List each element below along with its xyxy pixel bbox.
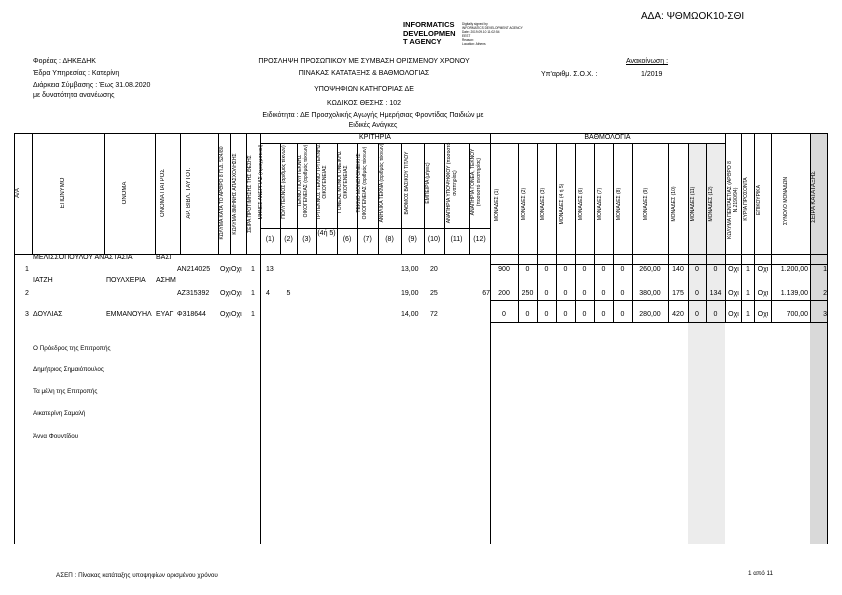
row-kritirio: 4 [266,290,270,297]
row-vathmos: 0 [713,266,718,273]
row-vathmos: 175 [672,290,684,297]
col-v7: ΜΟΝΑΔΕΣ (8) [616,187,622,221]
diarkeia: Διάρκεια Σύμβασης : Έως 31.08.2020 [33,82,151,89]
row-kol-a: Οχι [220,290,231,297]
row-katataxi: 2 [823,290,827,297]
col-k3: ΤΕΚΝΟ ΠΟΛΥΤΕΚΝΗΣ ΟΙΚΟΓΕΝΕΙΑΣ (αριθμός τέκνων) [297,144,309,218]
row-kol-b: Οχι [231,290,242,297]
sox-label: Υπ'αριθμ. Σ.Ο.Χ. : [541,71,598,78]
row-vathmos: 0 [601,290,606,297]
row-vathmos: 0 [582,290,587,297]
col-eponymo: ΕΠΩΝΥΜΟ [60,177,66,209]
row-vathmos: 260,00 [639,266,661,273]
row-katataxi: 3 [823,311,827,318]
logo-fine-print: Digitally signed by [462,22,488,26]
row-kritirio: 14,00 [401,311,419,318]
row-kol-a: Οχι [220,266,231,273]
row-patros: ΕΥΑΓ [156,311,174,318]
num-10: (10) [427,236,441,243]
row-synolo: 700,00 [786,311,808,318]
row-kolyma: Οχι [728,290,739,297]
logo-line: T AGENCY [403,37,442,46]
col-k8: ΒΑΘΜΟΣ ΒΑΣΙΚΟΥ ΤΙΤΛΟΥ [404,151,410,215]
foreas: Φορέας : ΔΗΚΕΔΗΚ [33,58,96,65]
col-v4: ΜΟΝΑΔΕΣ (4 ή 5) [559,183,565,225]
title-line-6: Ειδικές Ανάγκες [348,122,398,129]
row-vathmos: 0 [620,290,625,297]
row-am: 3 [25,311,29,318]
logo-line: DEVELOPMEN [403,28,456,38]
col-k9: ΕΜΠΕΙΡΙΑ (μήνες) [425,162,431,204]
logo-fine-print: Date: 2019.09.10 11:02:54 [462,30,500,34]
dynatotita: με δυνατότητα ανανέωσης [33,92,115,99]
col-kyria: ΚΥΡΙΑ ΠΡΟΣΟΝΤΑ [743,177,749,221]
footer-page: 1 από 11 [748,570,774,577]
row-vathmos: 134 [709,290,722,297]
num-3: (3) [302,236,311,243]
row-vathmos: 420 [672,311,684,318]
logo-fine-print: Location: Athens [462,42,486,46]
col-seira: ΣΕΙΡΑ ΠΡΟΤΙΜΗΣΗΣ ΤΗΣ ΘΕΣΗΣ [247,155,253,233]
num-6: (6) [342,236,352,243]
row-vathmos: 0 [563,311,568,318]
row-vathmos: 0 [713,311,718,318]
row-onoma: ΕΜΜΑΝΟΥΗΛ [106,311,152,318]
row-kyria: 1 [746,290,750,297]
row-vathmos: 0 [620,311,625,318]
logo-fine-print: EEST [462,34,471,38]
col-seira-katataxis: ΣΕΙΡΑ ΚΑΤΑΤΑΞΗΣ [811,171,817,223]
committee-member-1: Αικατερίνη Σαμαλή [33,410,86,417]
col-k5: ΓΟΝΕΑΣ ΜΟΝΟΓΟΝΕΪΚΗΣ ΟΙΚΟΓΕΝΕΙΑΣ [337,151,349,213]
row-am: 2 [25,290,29,297]
num-7: (7) [363,236,372,243]
logo-fine-print: Reason: [462,38,474,42]
col-v1: ΜΟΝΑΔΕΣ (1) [494,188,500,222]
col-synolo: ΣΥΝΟΛΟ ΜΟΝΑΔΩΝ [783,176,789,226]
row-vathmos: 380,00 [639,290,661,297]
row-kyria: 1 [746,311,750,318]
col-k11: ΑΝΑΠΗΡΙΑ ΓΟΝΕΑ, ΤΕΚΝΟΥ (ποσοστό αναπηρίας) [470,148,482,216]
committee-president-title: Ο Πρόεδρος της Επιτροπής [33,345,111,352]
row-tautotita: Φ318644 [177,311,206,318]
row-onoma: ΠΟΥΛΧΕΡΙΑ [106,277,146,284]
row-eponymo: ΙΑΤΖΗ [33,277,53,284]
row-vathmos: 200 [498,290,510,297]
row-vathmos: 900 [498,266,510,273]
row-vathmos: 0 [620,266,625,273]
col-am: Α/Α [15,188,21,198]
committee-president-name: Δημήτριος Σημαιόπουλος [33,366,104,373]
col-k10: ΑΝΑΠΗΡΙΑ ΥΠΟΨΗΦΙΟΥ (ποσοστό αναπηρίας) [446,142,458,224]
row-vathmos: 0 [563,266,568,273]
col-v11: ΜΟΝΑΔΕΣ (12) [708,186,714,222]
col-k2: ΠΟΛΥΤΕΚΝΟΣ (αριθμός τέκνων) [281,145,287,219]
col-k1: ΜΗΝΕΣ ΑΝΕΡΓΙΑΣ (πραγματικοί) [258,144,264,220]
row-kolyma: Οχι [728,311,739,318]
num-8: (8) [385,236,394,243]
committee-member-2: Άννα Φουντίδου [33,433,79,440]
row-kol-a: Οχι [220,311,231,318]
col-v5: ΜΟΝΑΔΕΣ (6) [578,187,584,221]
footer-left: ΑΣΕΠ : Πίνακας κατάταξης υποψηφίων ορισμένου χρόνου [56,572,218,579]
row-vathmos: 0 [601,311,606,318]
row-eponymo: ΜΕΛΙΣΣΟΠΟΥΛΟΥ ΑΝΑΣΤΑΣΙΑ [33,254,133,261]
row-tautotita: ΑΖ315392 [177,290,210,297]
row-am: 1 [25,266,29,273]
col-v10: ΜΟΝΑΔΕΣ (11) [690,186,696,222]
row-katataxi: 1 [823,266,827,273]
row-synolo: 1.200,00 [780,266,808,273]
row-seira: 1 [251,290,255,297]
ada-code: ΑΔΑ: ΨΘΜΩΟΚ10-ΣΘΙ [641,11,745,22]
group-kritiria: ΚΡΙΤΗΡΙΑ [359,134,391,141]
col-v6: ΜΟΝΑΔΕΣ (7) [597,187,603,221]
row-kritirio: 19,00 [401,290,419,297]
title-line-2: ΠΙΝΑΚΑΣ ΚΑΤΑΤΑΞΗΣ & ΒΑΘΜΟΛΟΓΙΑΣ [298,70,430,77]
row-seira: 1 [251,311,255,318]
row-vathmos: 0 [544,290,549,297]
num-11: (11) [450,236,463,243]
row-kritirio: 20 [430,266,438,273]
row-vathmos: 0 [695,311,699,318]
row-vathmos: 0 [502,311,506,318]
col-kol-a: ΚΩΛΥΜΑ ΚΑΤΑ ΤΟ ΑΡΘΡΟ 8 Π.Δ. 524/80 [219,146,225,240]
row-synolo: 1.139,00 [780,290,808,297]
group-vathmologia: ΒΑΘΜΟΛΟΓΙΑ [584,134,631,141]
row-vathmos: 0 [601,266,606,273]
logo-fine-print: INFORMATICS DEVELOPMENT AGENCY [462,26,523,30]
col-patros: ΟΝΟΜΑ ΠΑΤΡΟΣ [160,169,166,217]
logo-line: INFORMATICS [403,20,455,29]
row-vathmos: 250 [521,290,534,297]
col-k6: ΤΕΚΝΟ ΜΟΝΟΓΟΝΕΪΚΗΣ ΟΙΚΟΓΕΝΕΙΑΣ (αριθμός τέκνων) [356,146,368,220]
signature-logo [403,21,523,49]
col-v8: ΜΟΝΑΔΕΣ (9) [643,187,649,221]
row-kritirio: 13 [266,266,274,273]
title-line-5: Ειδικότητα : ΔΕ Προσχολικής Αγωγής Ημερήσιας Φροντίδας Παιδιών με [262,112,484,119]
row-eponymo: ΔΟΥΛΙΑΣ [33,311,63,318]
sox-value: 1/2019 [641,71,663,78]
row-kol-b: Οχι [231,311,242,318]
row-vathmos: 0 [544,311,549,318]
row-vathmos: 0 [695,266,699,273]
title-line-3: ΥΠΟΨΗΦΙΩΝ ΚΑΤΗΓΟΡΙΑΣ ΔΕ [314,86,414,93]
title-line-1: ΠΡΟΣΛΗΨΗ ΠΡΟΣΩΠΙΚΟΥ ΜΕ ΣΥΜΒΑΣΗ ΟΡΙΣΜΕΝΟΥ ΧΡΟΝΟΥ [258,58,470,65]
col-k7: ΑΝΗΛΙΚΑ ΤΕΚΝΑ (αριθμός τέκνων) [379,143,385,223]
row-patros: ΑΣΗΜ [156,277,176,284]
row-vathmos: 0 [582,311,587,318]
num-1: (1) [265,236,275,243]
row-epikoyriki: Οχι [757,266,769,273]
num-2: (2) [284,236,293,243]
row-vathmos: 0 [525,311,530,318]
row-vathmos: 140 [672,266,684,273]
col-v3: ΜΟΝΑΔΕΣ (3) [540,187,546,221]
anakoinosi-label: Ανακοίνωση : [626,58,669,65]
title-line-4: ΚΩΔΙΚΟΣ ΘΕΣΗΣ : 102 [326,100,402,107]
num-12: (12) [473,236,486,243]
row-kritirio: 25 [430,290,438,297]
row-kritirio: 5 [286,290,291,297]
col-v2: ΜΟΝΑΔΕΣ (2) [521,187,527,221]
row-kritirio: 13,00 [401,266,419,273]
col-k4: ΤΡΙΤΕΚΝΟΣ ΤΕΚΝΟ ΤΡΙΤΕΚΝΗΣ ΟΙΚΟΓΕΝΕΙΑΣ [316,144,328,220]
row-vathmos: 0 [525,266,530,273]
edra: Έδρα Υπηρεσίας : Κατερίνη [33,70,120,77]
row-patros: ΒΑΣΙ [156,254,172,261]
col-onoma: ΟΝΟΜΑ [122,181,128,205]
row-vathmos: 0 [695,290,699,297]
row-vathmos: 0 [582,266,587,273]
row-vathmos: 0 [544,266,549,273]
row-kritirio: 72 [430,311,438,318]
col-kol-b: ΚΩΛΥΜΑ 8ΜΗΝΗΣ ΑΠΑΣΧΟΛΗΣΗΣ [232,153,238,235]
col-tautotita: ΑΡ. ΒΙΒΛ. ΤΑΥΤΟΤ. [186,167,192,219]
row-kolyma: Οχι [728,266,739,273]
row-epikoyriki: Οχι [757,311,769,318]
num-9: (9) [408,236,417,243]
col-epikoyriki: ΕΠΙΚΟΥΡΙΚΑ [756,185,762,215]
col-kolyma: ΚΩΛΥΜΑ ΠΕΝΤΑΕΤΙΑΣ (ΑΡΘΡΟ 8 Ν.2190/94) [727,161,739,239]
row-kyria: 1 [746,266,750,273]
row-epikoyriki: Οχι [757,290,769,297]
row-seira: 1 [251,266,255,273]
col-v9: ΜΟΝΑΔΕΣ (10) [671,186,677,222]
row-vathmos: 280,00 [639,311,661,318]
row-tautotita: ΑΝ214025 [177,266,211,273]
committee-members-title: Τα μέλη της Επιτροπής [33,388,98,395]
num-4: (4ή 5) [317,230,336,237]
row-vathmos: 0 [563,290,568,297]
row-kritirio: 67 [482,290,490,297]
row-kol-b: Οχι [231,266,242,273]
